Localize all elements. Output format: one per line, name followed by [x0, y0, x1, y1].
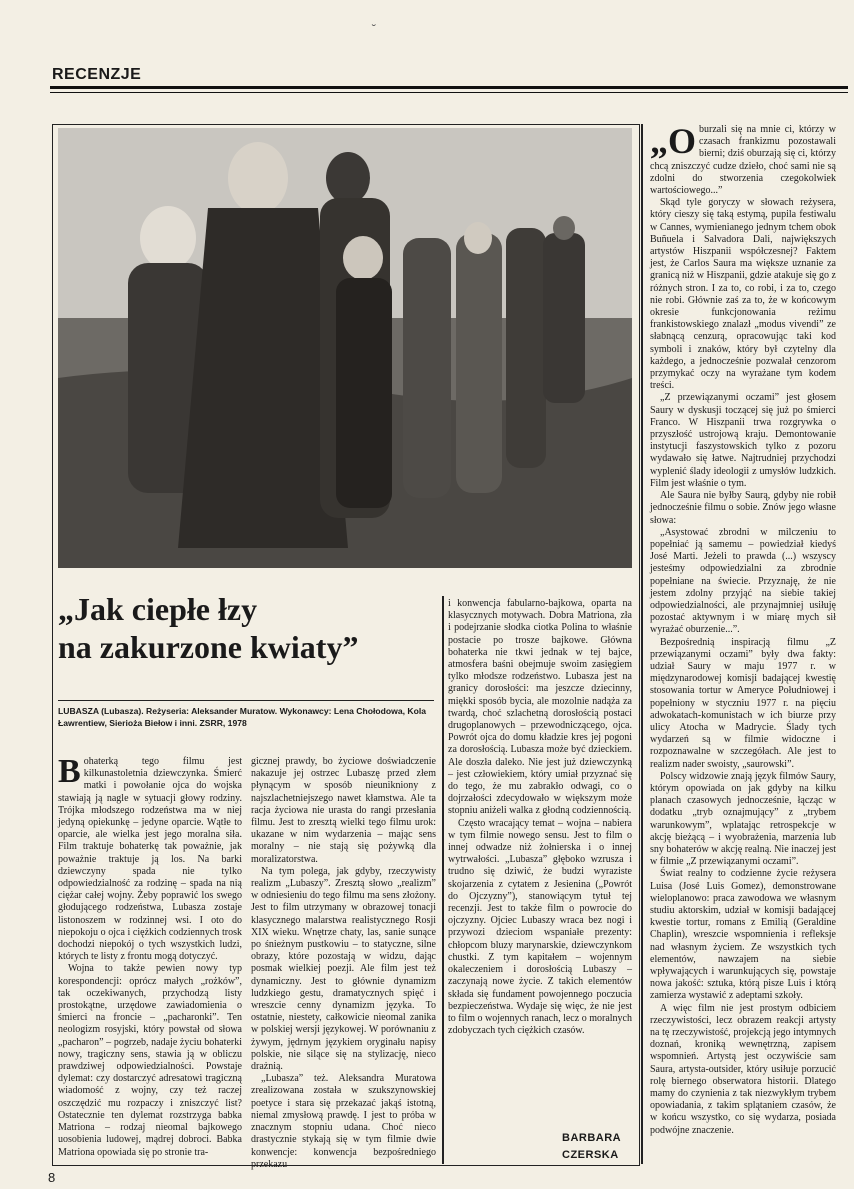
headline-line: „Jak ciepłe łzy [58, 591, 258, 627]
paragraph: Polscy widzowie znają język filmów Saury, którym opowiada on jak gdyby na kilku planach czasowych jednocześnie, łącząc w dodatku „tryb oznajmujący” z „trybem warunkowym”, wplatając retrospekcje w akcję bieżącą – i wyobrażenia, marzenia lub sny bohaterów w akcję realną. Nie inaczej jest w filmie „Z przewiązanymi oczami”. [650, 770, 836, 868]
paragraph: Ale Saura nie byłby Saurą, gdyby nie robił jednocześnie filmu o sobie. Znów jego własne słowa: [650, 490, 836, 526]
film-credits: LUBASZA (Lubasza). Reżyseria: Aleksander Muratow. Wykonawcy: Lena Chołodowa, Kola Ławrentiew, Sierioża Biełow i inni. ZSRR, 1978 [58, 700, 434, 729]
top-mark: ˘ [372, 22, 376, 36]
paragraph: i konwencja fabularno-bajkowa, oparta na klasycznych motywach. Dobra Matriona, zła i podejrzanie słodka ciotka Polina to właśnie postacie po trosze bajkowe. Główna bohaterka nie tkwi jednak w tej bajce, atmosfera baśni obejmuje swoim zasięgiem tylko młodsze rodzeństwo. Lubasza jest na granicy dorosłości: ma jeszcze dziecinny, miękki sposób bycia, ale mozolnie nadąża za twardą, choć szlachetną dorosłością postaci drugoplanowych – przewodniczącego, ojca. Powrót ojca do domu kładzie kres jej pogoni za dorosłością. Lubasza może być dzieckiem. Ale doszła daleko. Nie jest już dziewczynką – jest człowiekiem, który umiał przyznać się do tego, że mu zabrakło odwagi, co o dojrzałości zdecydowało w większym może stopniu aniżeli walka z głodną codziennością. [448, 598, 632, 817]
column-divider [442, 596, 444, 1164]
paragraph: A więc film nie jest prostym odbiciem rzeczywistości, lecz obrazem reakcji artysty na tę rzeczywistość, projekcją jego intymnych doznań, kroniką wewnętrzną, zapisem wspomnień. Artystą jest oczywiście sam Saura, artysta-outsider, który usiłuje porzucić rolę biernego obserwatora historii. Dlatego mamy do czynienia z tak niezwykłym trybem opowiadania, z takim splątaniem czasów, że w końcu wszystko, co się wydarza, posiada podwójne znaczenie. [650, 1002, 836, 1136]
author-signature [562, 1130, 621, 1164]
film-still-photo [58, 128, 632, 568]
paragraph: Skąd tyle goryczy w słowach reżysera, który cieszy się taką estymą, pupila festiwalu w Cannes, wymienianego jednym tchem obok Buñuela i Salvadora Dali, największych artystów Hiszpanii współczesnej? Faktem jest, że Carlos Saura ma większe uznanie za granicą niż w Hiszpanii, gdzie atakuje się go z różnych stron. I za to, co robi, i za to, czego nie robi. Głównie zaś za to, że w końcowym okresie funkcjonowania reżimu frankistowskiego znalazł „modus vivendi” ze słabnącą cenzurą, opracowując taki kod symboli i znaków, który był czytelny dla każdego, a jednocześnie pozwalał cenzorom przymykać oczy na wyrażane tym kodem treści. [650, 197, 836, 392]
headline-line: na zakurzone kwiaty” [58, 629, 359, 665]
author-last-name: CZERSKA [562, 1149, 619, 1161]
paragraph: Często wracający temat – wojna – nabiera w tym filmie nowego sensu. Jest to film o innej odwadze niż żołnierska i o innej wytrwałości. „Lubasza” głęboko wzrusza i trudno się dziwić, że budzi wyraziste skojarzenia z cytatem z Jesienina („Powrót do Ojczyzny”), stanowiącym tytuł tej recenzji. Jest to także film o powrocie do ojczyzny. Ojciec Lubaszy wraca bez nogi i przywozi dzieciom wspaniałe prezenty: chłopcom bluzy marynarskie, dziewczynkom chustki. Z tym kapitałem – wojennym okaleczeniem i dorosłością Lubaszy – zaczynają nowe życie. Z takich elementów składa się fundament powojennego poczucia bezpieczeństwa. Wydaje się więc, że nie jest to film o wojennych ranach, lecz o moralnych zdobyczach tych ciężkich czasów. [448, 817, 632, 1037]
paragraph: Wojna to także pewien nowy typ korespondencji: oprócz małych „rożków”, tak oczekiwanych, przychodzą listy prostokątne, urzędowe zawiadomienia o śmierci na froncie – „pacharonki”. Ten neologizm rosyjski, który powstał od słowa „pacharon” – pogrzeb, nadaje życiu bohaterki nowy, tragiczny sens, stawia ją w obliczu prawdziwej odpowiedzialności. Powstaje dylemat: czy dostarczyć adresatowi tragiczną wiadomość z wojny, czy też raczej oszczędzić mu rozpaczy i zniszczyć list? Ostatecznie ten dylemat rozstrzyga babka Matriona – rodzaj nieomal bajkowego uosobienia ludowej, mądrej dobroci. Babka Matriona opowiada się po stronie tra- [58, 963, 242, 1158]
paragraph: „Z przewiązanymi oczami” jest głosem Saury w dyskusji toczącej się już po śmierci Franco. W Hiszpanii trwa rozgrywka o przyszłość ustrojową kraju. Demontowanie instytucji faszystowskich tylko z pozoru wydawało się łatwe. Najtrudniej przychodzi wyplenić ślady ideologii z umysłów ludzkich. Film jest właśnie o tym. [650, 392, 836, 489]
paragraph: Bohaterką tego filmu jest kilkunastoletnia dziewczynka. Śmierć matki i powołanie ojca do wojska stawiają ją nagle w sytuacji głowy rodziny. Trójka młodszego rodzeństwa ma w niej jedyną opiekunkę – jedyne oparcie. Wątłe to oparcie, ale wielka jest jego moralna siła. Film traktuje bohaterkę tak poważnie, jak poważnie traktuje ją los. Na barki dziewczyny spada nie tylko odpowiedzialność za rodzinę – spada na nią ciężar całej wojny. Żeby poprawić los swego głodującego rodzeństwa, Lubasza zostaje listonoszem w rodzinnej wsi. I oto do niepokoju o ojca i ciężkich codziennych trosk dochodzi niepokój o tych wszystkich ludzi, których te listy z frontu mogą dotyczyć. [58, 753, 242, 963]
paragraph: gicznej prawdy, bo życiowe doświadczenie nakazuje jej ostrzec Lubaszę przed złem płynącym w sposób nieunikniony z najszlachetniejszego nawet kłamstwa. Ale ta racja życiowa nie urasta do rangi przesłania filmu. Jest to zresztą wielki tego filmu urok: ukazane w nim wydarzenia – mając sens moralny – nie stają się pożywką dla moralizatorstwa. [251, 756, 436, 865]
review-headline [58, 590, 438, 666]
paragraph: „Lubasza” też. Aleksandra Muratowa zrealizowana została w szukszynowskiej poetyce i stara się przekazać jakąś istotną, niemal zmysłową prawdę. I jest to próba w znacznym stopniu udana. Choć nieco drastycznie stykają się w tym filmie dwie konwencje: konwencja bezpośredniego przekazu [251, 1073, 436, 1170]
page-number: 8 [48, 1170, 56, 1185]
drop-cap: „O [650, 121, 697, 161]
article-column-3 [448, 598, 632, 1126]
paragraph: „Oburzali się na mnie ci, którzy w czasach frankizmu pozostawali bierni; dziś oburzają się ci, którzy chcą zniszczyć cudze dzieło, choć sami nie są zdolni do stworzenia czegokolwiek wartościowego...” [650, 121, 836, 197]
author-first-name: BARBARA [562, 1132, 622, 1144]
header-rule [50, 86, 848, 89]
film-still-illustration [58, 128, 632, 568]
column-divider [641, 124, 643, 1164]
paragraph: Bezpośrednią inspiracją filmu „Z przewiązanymi oczami” były dwa fakty: udział Saury w maju 1977 r. w międzynarodowej komisji badającej kwestię stosowania tortur w Ameryce Południowej i popełniony w styczniu 1977 r. na pięciu adwokatach-komunistach w ich biurze przy ulicy Atocha w Madrycie. Ślady tych wydarzeń są w filmie widoczne i rozpoznawalne w szczegółach. Ale jest to realizm nader swoisty, „saurowski”. [650, 636, 836, 770]
article-column-2 [251, 756, 436, 1170]
paragraph: „Asystować zbrodni w milczeniu to popełniać ją samemu – powiedział kiedyś José Marti. Jeżeli to prawda (...) wszyscy jesteśmy odpowiedzialni za zbrodnie popełniane na świecie. Przyznaję, że nie jestem zdolny przyjąć na siebie takiej odpowiedzialności, ale przynajmniej usiłuję pozostać aktywnym i w miarę mych sił wyrażać oburzenie...”. [650, 526, 836, 636]
section-label: RECENZJE [52, 66, 142, 83]
drop-cap: B [58, 753, 81, 790]
paragraph: Na tym polega, jak gdyby, rzeczywisty realizm „Lubaszy”. Zresztą słowo „realizm” w odniesieniu do tego filmu ma sens złożony. Jest to film utrzymany w obrazowej tonacji klasycznego malarstwa realistycznego Rosji XIX wieku. Wnętrze chaty, las, sanie sunące po śnieżnym pustkowiu – to statyczne, silne obrazy, które pozostają w widzu, dając posmak wielkiej poezji. Ale film jest też dynamiczny. Jest to głównie dynamizm ludzkiego gestu, dramatycznych spięć i wreszcie cenny dynamizm języka. To ostatnie, niestety, całkowicie nieomal zanika w polskiej wersji językowej. W porównaniu z żywym, jędrnym językiem oryginału napisy polskie, nie silące się na stylizację, nieco drażnią. [251, 865, 436, 1073]
article-column-1 [58, 753, 242, 1160]
paragraph: Świat realny to codzienne życie reżysera Luisa (José Luis Gomez), demonstrowane wieloplanowo: praca zawodowa we własnym studiu aktorskim, udział w komisji badającej kwestie tortur, romans z Emilią (Geraldine Chaplin), wreszcie wspomnienia i refleksje nad własnym życiem. Ze wszystkich tych elementów, nawzajem na siebie wpływających i warunkujących się, powstaje nowa jakość: sztuka, którą pisze Luis i którą zamierza wystawić z adeptami szkoły. [650, 868, 836, 1002]
header-rule-thin [50, 92, 848, 93]
article-column-4 [650, 121, 836, 1164]
